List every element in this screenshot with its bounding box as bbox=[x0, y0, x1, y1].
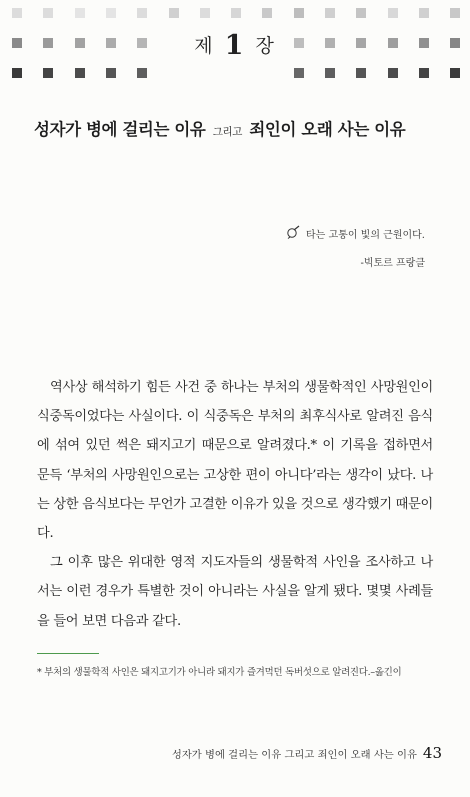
pattern-square bbox=[75, 68, 85, 78]
epigraph-quote: 타는 고통이 빛의 근원이다. bbox=[306, 230, 425, 241]
chapter-number: 1 bbox=[224, 30, 246, 61]
chapter-suffix: 장 bbox=[255, 35, 276, 57]
pattern-square bbox=[231, 8, 241, 18]
epigraph bbox=[286, 225, 425, 269]
pattern-square bbox=[200, 8, 210, 18]
running-title: 성자가 병에 걸리는 이유 그리고 죄인이 오래 사는 이유 bbox=[171, 749, 417, 761]
pattern-square bbox=[106, 8, 116, 18]
pattern-square bbox=[450, 8, 460, 18]
pattern-square bbox=[419, 8, 429, 18]
pattern-square bbox=[325, 68, 335, 78]
title-part-1: 성자가 병에 걸리는 이유 bbox=[34, 120, 206, 139]
paragraph: 그 이후 많은 위대한 영적 지도자들의 생물학적 사인을 조사하고 나서는 이런 경우가 특별한 것이 아니라는 사실을 알게 됐다. 몇몇 사례들을 들어 보면 다음과 같다. bbox=[37, 555, 433, 629]
pattern-square bbox=[450, 68, 460, 78]
quill-icon bbox=[286, 225, 300, 242]
pattern-square bbox=[43, 8, 53, 18]
pattern-square bbox=[137, 8, 147, 18]
pattern-square bbox=[356, 68, 366, 78]
footnote-text: 부처의 생물학적 사인은 돼지고기가 아니라 돼지가 즐겨먹던 독버섯으로 알려진다.–옮긴이 bbox=[44, 667, 402, 678]
pattern-square bbox=[169, 8, 179, 18]
title-connector: 그리고 bbox=[212, 126, 243, 138]
pattern-square bbox=[388, 68, 398, 78]
pattern-square bbox=[388, 8, 398, 18]
epigraph-author: -빅토르 프랑클 bbox=[360, 258, 425, 269]
chapter-prefix: 제 bbox=[194, 35, 215, 57]
pattern-square bbox=[137, 68, 147, 78]
page-number: 43 bbox=[422, 744, 442, 762]
title-part-2: 죄인이 오래 사는 이유 bbox=[249, 120, 406, 139]
section-title bbox=[34, 116, 454, 140]
footnote bbox=[37, 664, 447, 678]
pattern-square bbox=[12, 68, 22, 78]
pattern-square bbox=[294, 8, 304, 18]
pattern-square bbox=[356, 8, 366, 18]
paragraph: 역사상 해석하기 힘든 사건 중 하나는 부처의 생물학적인 사망원인이 식중독이었다는 사실이다. 이 식중독은 부처의 최후식사로 알려진 음식에 섞여 있던 썩은 돼지고기 때문으로 알려졌다.* 이 기록을 접하면서 문득 ‘부처의 사망원인으로는 고상한 편이 아니다’라는 생각이 났다. 나는 상한 음식보다는 무언가 고결한 이유가 있을 것으로 생각했기 때문이다. bbox=[37, 380, 433, 542]
chapter-heading bbox=[0, 28, 470, 59]
body-text bbox=[37, 373, 433, 636]
pattern-square bbox=[262, 8, 272, 18]
footnote-divider bbox=[37, 653, 99, 654]
pattern-square bbox=[419, 68, 429, 78]
pattern-square bbox=[106, 68, 116, 78]
pattern-square bbox=[43, 68, 53, 78]
pattern-square bbox=[325, 8, 335, 18]
pattern-square bbox=[294, 68, 304, 78]
pattern-square bbox=[12, 8, 22, 18]
running-footer bbox=[172, 744, 442, 762]
footnote-marker: * bbox=[37, 667, 42, 678]
pattern-square bbox=[75, 8, 85, 18]
